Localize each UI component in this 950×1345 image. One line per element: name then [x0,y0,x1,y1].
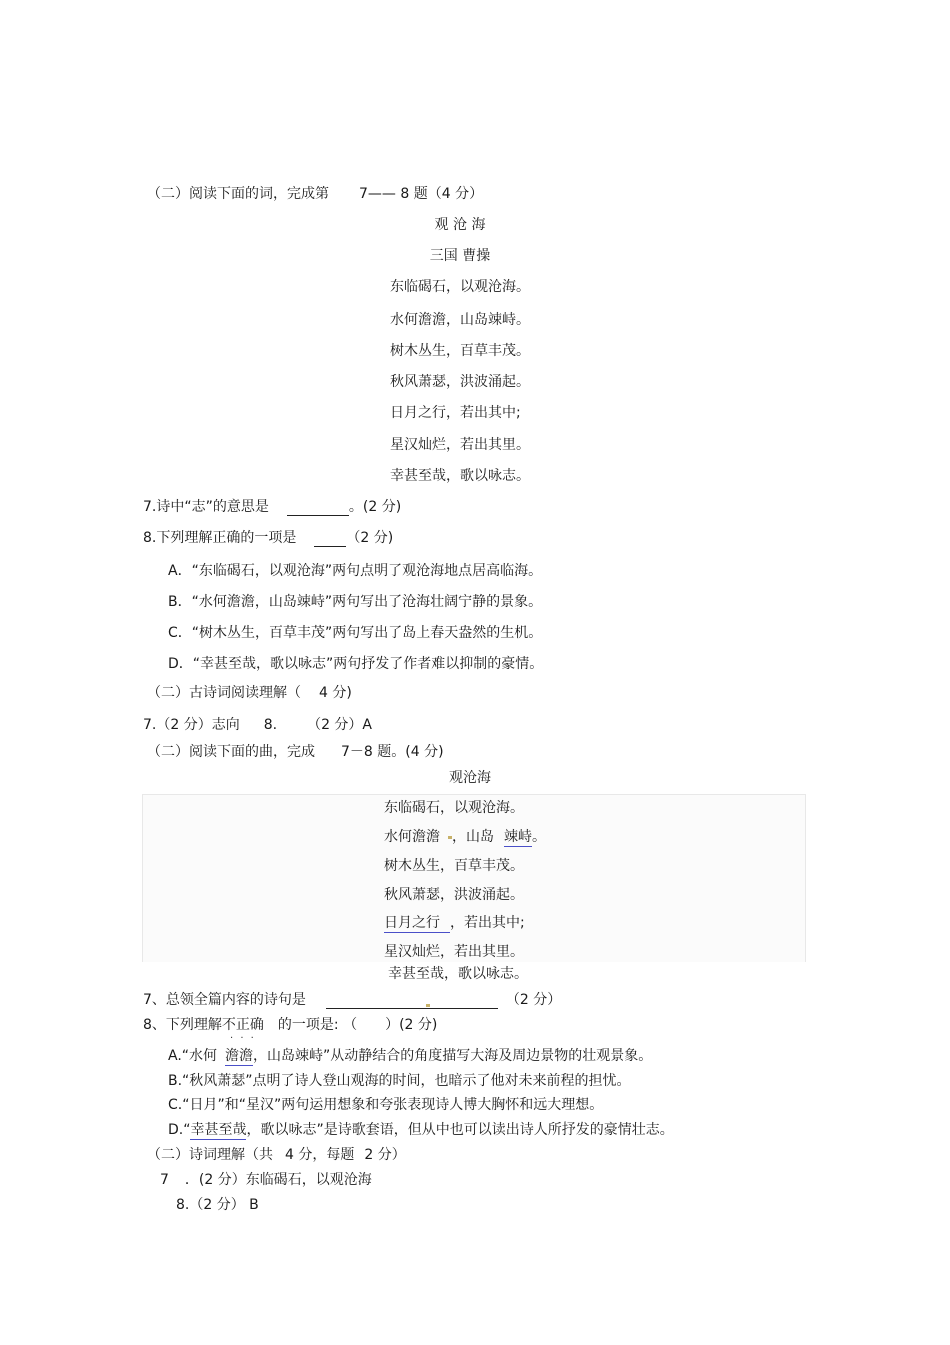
section1-heading: （二）阅读下面的词，完成第 7—— 8 题（4 分） [147,186,484,202]
poem1-line-4: 秋风萧瑟，洪波涌起。 [390,374,530,390]
poem1-line-2: 水何澹澹，山岛竦峙。 [390,312,530,328]
answer-blank[interactable] [314,531,346,547]
sec1-answer-heading: （二）古诗词阅读理解（ 4 分) [147,685,352,701]
poem2-line-1: 东临碣石，以观沧海。 [384,800,524,816]
poem2-line-5: 日月之行 ，若出其中; [384,915,525,931]
sec2-option-b: B.“秋风萧瑟”点明了诗人登山观海的时间，也暗示了他对未来前程的担忧。 [168,1073,631,1089]
sec1-question-8: 8.下列理解正确的一项是 （2 分) [143,530,394,546]
answer-blank[interactable] [287,500,349,516]
poem1-title: 观 沧 海 [434,217,486,233]
poem1-line-5: 日月之行，若出其中; [390,405,521,421]
sec2-question-7: 7、总领全篇内容的诗句是 （2 分） [143,992,562,1008]
sec2-answer-8: 8.（2 分） B [176,1197,259,1213]
poem1-line-6: 星汉灿烂，若出其里。 [390,437,530,453]
poem2-line-3: 树木丛生，百草丰茂。 [384,858,524,874]
sec1-question-7: 7.诗中“志”的意思是 。(2 分) [143,499,402,515]
poem2-line-7: 幸甚至哉，歌以咏志。 [388,966,528,982]
sec1-option-a: A．“东临碣石，以观沧海”两句点明了观沧海地点居高临海。 [168,563,543,579]
poem1-line-7: 幸甚至哉，歌以咏志。 [390,468,530,484]
section2-heading: （二）阅读下面的曲，完成 7－8 题。(4 分) [147,744,444,760]
sec1-answer-line: 7.（2 分）志向 8. （2 分）A [143,717,373,733]
sec2-option-d: D.“幸甚至哉，歌以咏志”是诗歌套语，但从中也可以读出诗人所抒发的豪情壮志。 [168,1122,674,1138]
sec2-option-c: C.“日月”和“星汉”两句运用想象和夸张表现诗人博大胸怀和远大理想。 [168,1097,604,1113]
sec2-option-a: A.“水何 澹澹，山岛竦峙”从动静结合的角度描写大海及周边景物的壮观景象。 [168,1048,653,1064]
sec1-option-c: C．“树木丛生，百草丰茂”两句写出了岛上春天盎然的生机。 [168,625,543,641]
sec1-option-d: D．“幸甚至哉，歌以咏志”两句抒发了作者难以抑制的豪情。 [168,656,544,672]
poem2-line-2: 水何澹澹 ，山岛 竦峙。 [384,829,546,845]
sec2-question-8: 8、下列理解不正确 · · · 的一项是: （ ）(2 分) [143,1016,437,1034]
poem2-box [142,794,806,962]
poem1-author: 三国 曹操 [429,248,491,264]
poem1-line-3: 树木丛生，百草丰茂。 [390,343,530,359]
sec1-option-b: B．“水何澹澹，山岛竦峙”两句写出了沧海壮阔宁静的景象。 [168,594,543,610]
poem2-line-6: 星汉灿烂，若出其里。 [384,944,524,960]
sec2-answer-heading: （二）诗词理解（共 4 分，每题 2 分） [147,1147,406,1163]
answer-blank[interactable] [326,993,498,1009]
poem2-line-4: 秋风萧瑟，洪波涌起。 [384,887,524,903]
sec2-answer-7: 7 ．(2 分）东临碣石，以观沧海 [160,1172,372,1188]
poem2-title: 观沧海 [449,770,491,786]
poem1-line-1: 东临碣石，以观沧海。 [390,279,530,295]
